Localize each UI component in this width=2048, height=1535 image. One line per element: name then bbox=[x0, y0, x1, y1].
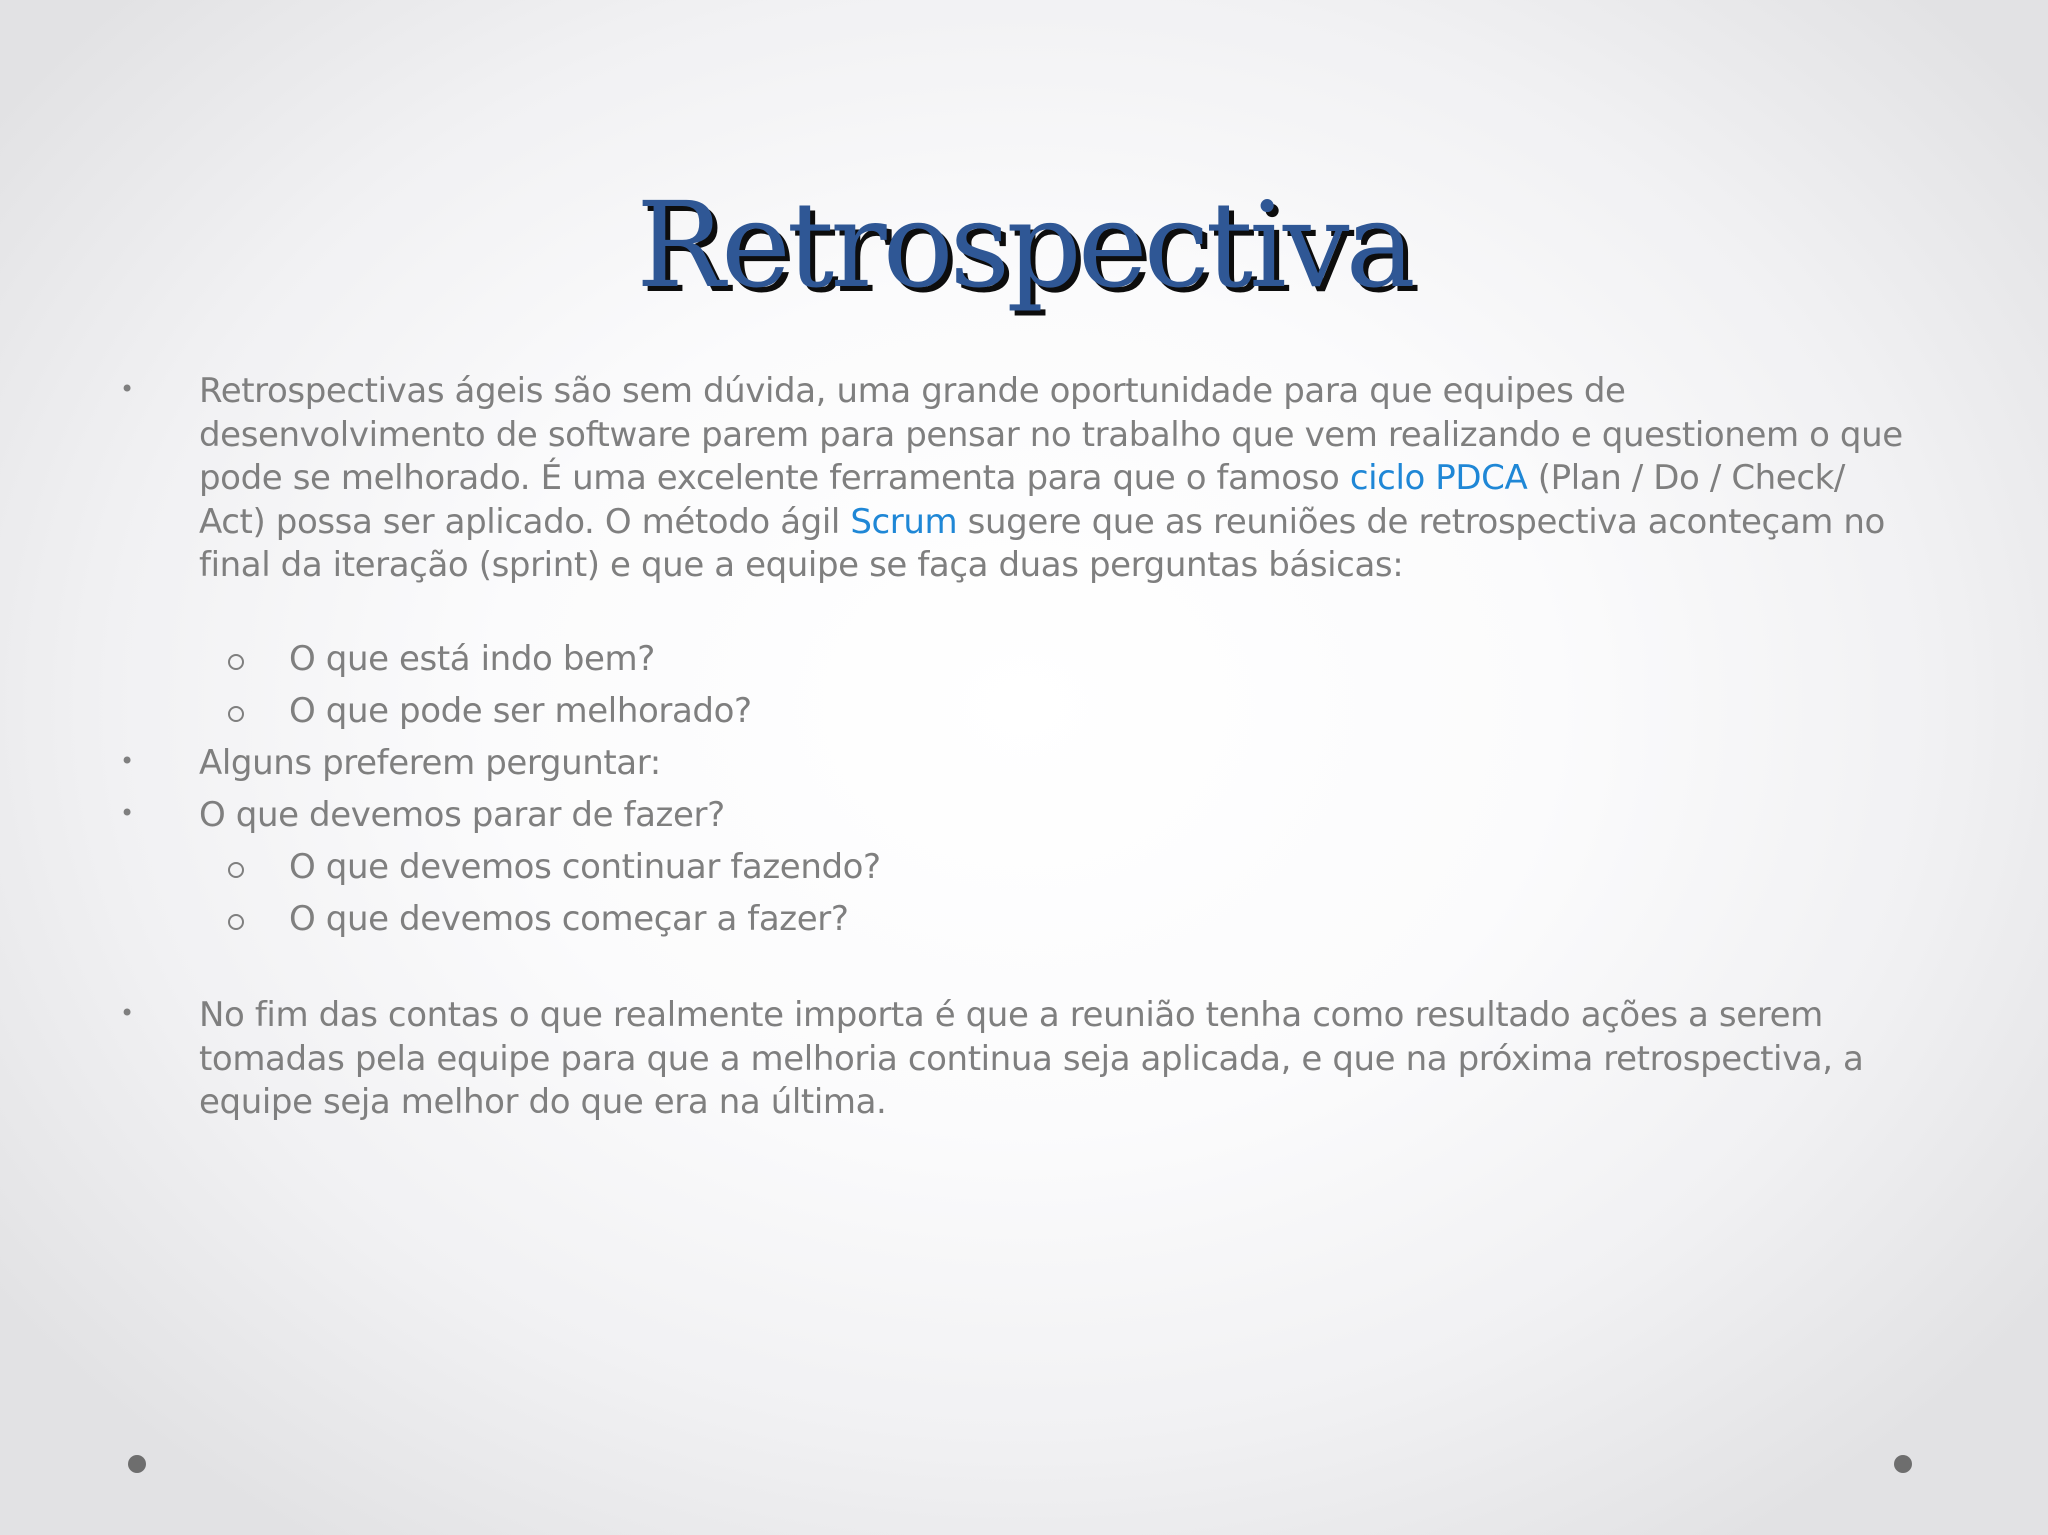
hollow-circle-icon bbox=[224, 654, 250, 680]
sub-item-text: O que devemos continuar fazendo? bbox=[289, 847, 881, 887]
intro-text-part1: Retrospectivas ágeis são sem dúvida, uma grande oportunidade para que equipes de desenvolvimento de software parem para pensar no trabalho que vem realizando e questionem o que pode se melhorado. É uma excelente ferramenta para que o famoso bbox=[199, 371, 1903, 498]
scrum-link[interactable]: Scrum bbox=[850, 501, 958, 542]
intro-text-part3: sugere que as reuniões de retrospectiva aconteçam no final da iteração (sprint) e que a equipe se faça duas perguntas básicas: bbox=[199, 501, 1885, 585]
bullet-marker: • bbox=[120, 375, 134, 403]
sub-item-text: O que pode ser melhorado? bbox=[289, 691, 752, 731]
bullet-text: Alguns preferem perguntar: bbox=[199, 743, 661, 783]
intro-text-part2: (Plan / Do / Check/ Act) possa ser aplicado. O método ágil bbox=[199, 458, 1845, 542]
hollow-circle-icon bbox=[224, 914, 250, 940]
bullet-marker: • bbox=[120, 999, 134, 1027]
bullet-marker: • bbox=[120, 747, 134, 775]
slide-title: Retrospectiva bbox=[636, 176, 1412, 314]
conclusion-paragraph: No fim das contas o que realmente importa é que a reunião tenha como resultado ações a serem tomadas pela equipe para que a melhoria continua seja aplicada, e que na próxima retrospectiva, a equipe seja melhor do que era na última. bbox=[199, 995, 1864, 1122]
bullet-text: O que devemos parar de fazer? bbox=[199, 795, 725, 835]
intro-paragraph bbox=[199, 370, 1919, 588]
sub-item-text: O que está indo bem? bbox=[289, 639, 655, 679]
hollow-circle-icon bbox=[224, 706, 250, 732]
bullet-marker: • bbox=[120, 799, 134, 827]
sub-item-text: O que devemos começar a fazer? bbox=[289, 899, 849, 939]
corner-dot-icon bbox=[128, 1455, 146, 1473]
hollow-circle-icon bbox=[224, 862, 250, 888]
corner-dot-icon bbox=[1894, 1455, 1912, 1473]
pdca-link[interactable]: ciclo PDCA bbox=[1349, 458, 1528, 498]
